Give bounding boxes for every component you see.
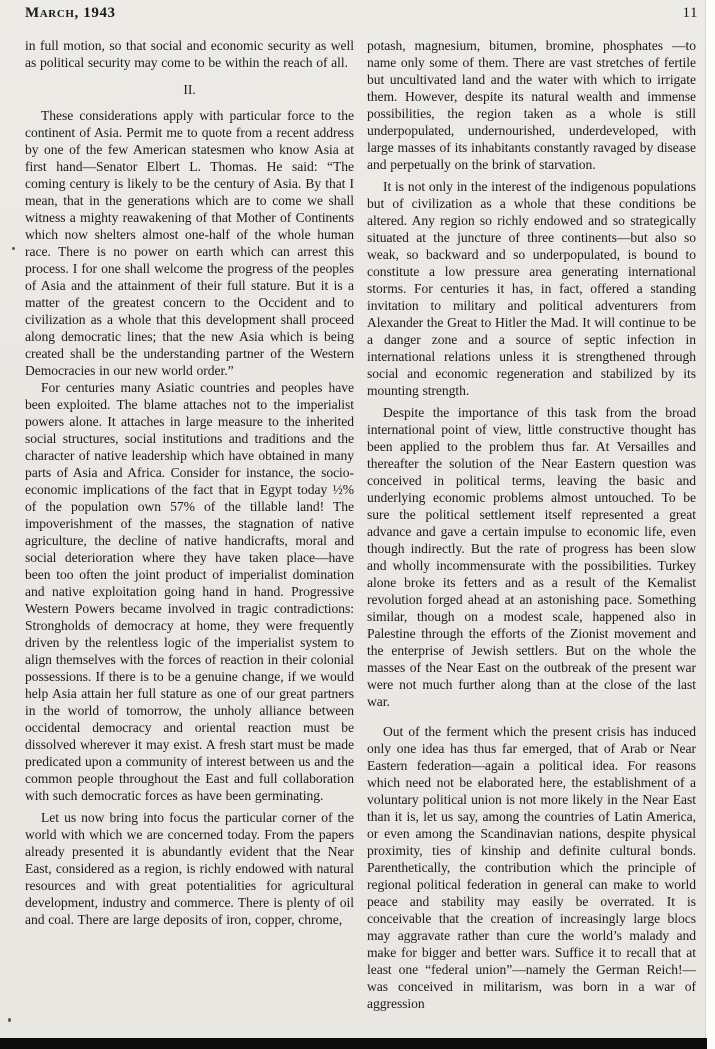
- paragraph: potash, magnesium, bitumen, bromine, phosphates —to name only some of them. There are vast stretches of fertile but uncultivated land and the water with which to irrigate them. However, despite its natural wealth and immense possibilities, the region taken as a whole is still underpopulated, undernourished, underdeveloped, with large masses of its inhabitants constantly ravaged by disease and perpetually on the brink of starvation.: [367, 38, 696, 172]
- paragraph: Despite the importance of this task from the broad international point of view, little constructive thought has been applied to the problem thus far. At Versailles and thereafter the solution of the Near Eastern question was conceived in political terms, leaving the basic and underlying economic problems almost untouched. To be sure the political settlement itself represented a great advance and gave a certain impulse to economic life, even though indirectly. But the rate of progress has been slow and wholly incommensurate with the possibilities. Turkey alone broke its fetters and as a result of the Kemalist revolution forged ahead at an astonishing pace. Something similar, though on a modest scale, happened also in Palestine through the efforts of the Zionist movement and the enterprise of Jewish settlers. But on the whole the masses of the Near East on the outbreak of the present war were not much further along than at the close of the last war.: [367, 405, 696, 709]
- paragraph: For centuries many Asiatic countries and peoples have been exploited. The blame attaches not to the imperialist powers alone. It attaches in large measure to the inherited social structures, social institutions and traditions and the character of native leadership which have obtained in many parts of Asia and Africa. Consider for instance, the socio-economic implications of the fact that in Egypt today ½% of the population own 57% of the tillable land! The impoverishment of the masses, the stagnation of native agriculture, the decline of native handicrafts, moral and social deterioration where they have taken place—have been too often the joint product of imperialist domination and native exploitation going hand in hand. Progressive Western Powers became involved in tragic contradictions: Strongholds of democracy at home, they were frequently driven by the relentless logic of the imperialist system to align themselves with the forces of reaction in their colonial possessions. If there is to be a genuine change, if we would help Asia attain her full stature as one of our great partners in the world of tomorrow, the unholy alliance between occidental democracy and oriental reaction must be dissolved wherever it may exist. A fresh start must be made predicated upon a community of interest between us and the common people throughout the East and full collaboration with such democratic forces as have been germinating.: [25, 380, 354, 803]
- running-head: [0, 0, 715, 22]
- issue-date: March, 1943: [25, 5, 116, 21]
- left-column: [25, 37, 354, 1012]
- paragraph: Out of the ferment which the present crisis has induced only one idea has thus far emerged, that of Arab or Near Eastern federation—again a political idea. For reasons which need not be elaborated here, the establishment of a voluntary political union is not more likely in the Near East than it is, let us say, among the countries of Latin America, or even among the Scandinavian nations, despite physical proximity, ties of kinship and definite cultural bonds. Parenthetically, the contribution which the principle of regional political federation in general can make to world peace and stability may easily be overrated. It is conceivable that the creation of increasingly large blocs may aggravate rather than cure the world’s malady and make for bigger and better wars. Suffice it to recall that at least one “federal union”—namely the German Reich!—was conceived in militarism, was born in a war of aggression: [367, 724, 696, 1011]
- paragraph: in full motion, so that social and economic security as well as political security may come to be within the reach of all.: [25, 38, 354, 70]
- right-column: [367, 37, 696, 1012]
- scan-edge-strip: [705, 0, 715, 1049]
- section-heading: II.: [183, 82, 196, 97]
- ink-speck: [12, 247, 15, 250]
- paragraph: These considerations apply with particular force to the continent of Asia. Permit me to quote from a recent address by one of the few American statesmen who know Asia at first hand—Senator Elbert L. Thomas. He said: “The coming century is likely to be the century of Asia. By that I mean, that in the generations which are to come we shall witness a mighty reawakening of that Mother of Continents which now shelters almost one-half of the whole human race. There is no power on earth which can arrest this process. I for one shall welcome the progress of the peoples of Asia and the attainment of their full stature. But it is a matter of the greatest concern to the Occident and to civilization as a whole that this development shall proceed along democratic lines; that the new Asia which is being created shall be the understanding partner of the Western Democracies in our new world order.”: [25, 108, 354, 378]
- paragraph: Let us now bring into focus the particular corner of the world with which we are concerned today. From the papers already presented it is abundantly evident that the Near East, considered as a region, is richly endowed with natural resources and with great potentialities for agricultural development, industry and commerce. There is plenty of oil and coal. There are large deposits of iron, copper, chrome,: [25, 810, 354, 927]
- scan-bottom-bar: [0, 1038, 707, 1049]
- two-column-text-block: [0, 22, 715, 1012]
- paragraph: It is not only in the interest of the indigenous populations but of civilization as a whole that these conditions be altered. Any region so richly endowed and so strategically situated at the juncture of three continents—but also so weak, so backward and so underpopulated, is bound to constitute a low pressure area generating international storms. For centuries it has, in fact, offered a standing invitation to military and political adventurers from Alexander the Great to Hitler the Mad. It will continue to be a danger zone and a source of septic infection in international relations unless it is strengthened through social and economic regeneration and stabilized by its mounting strength.: [367, 179, 697, 398]
- page-number: 11: [682, 5, 698, 21]
- ink-speck: [8, 1018, 11, 1022]
